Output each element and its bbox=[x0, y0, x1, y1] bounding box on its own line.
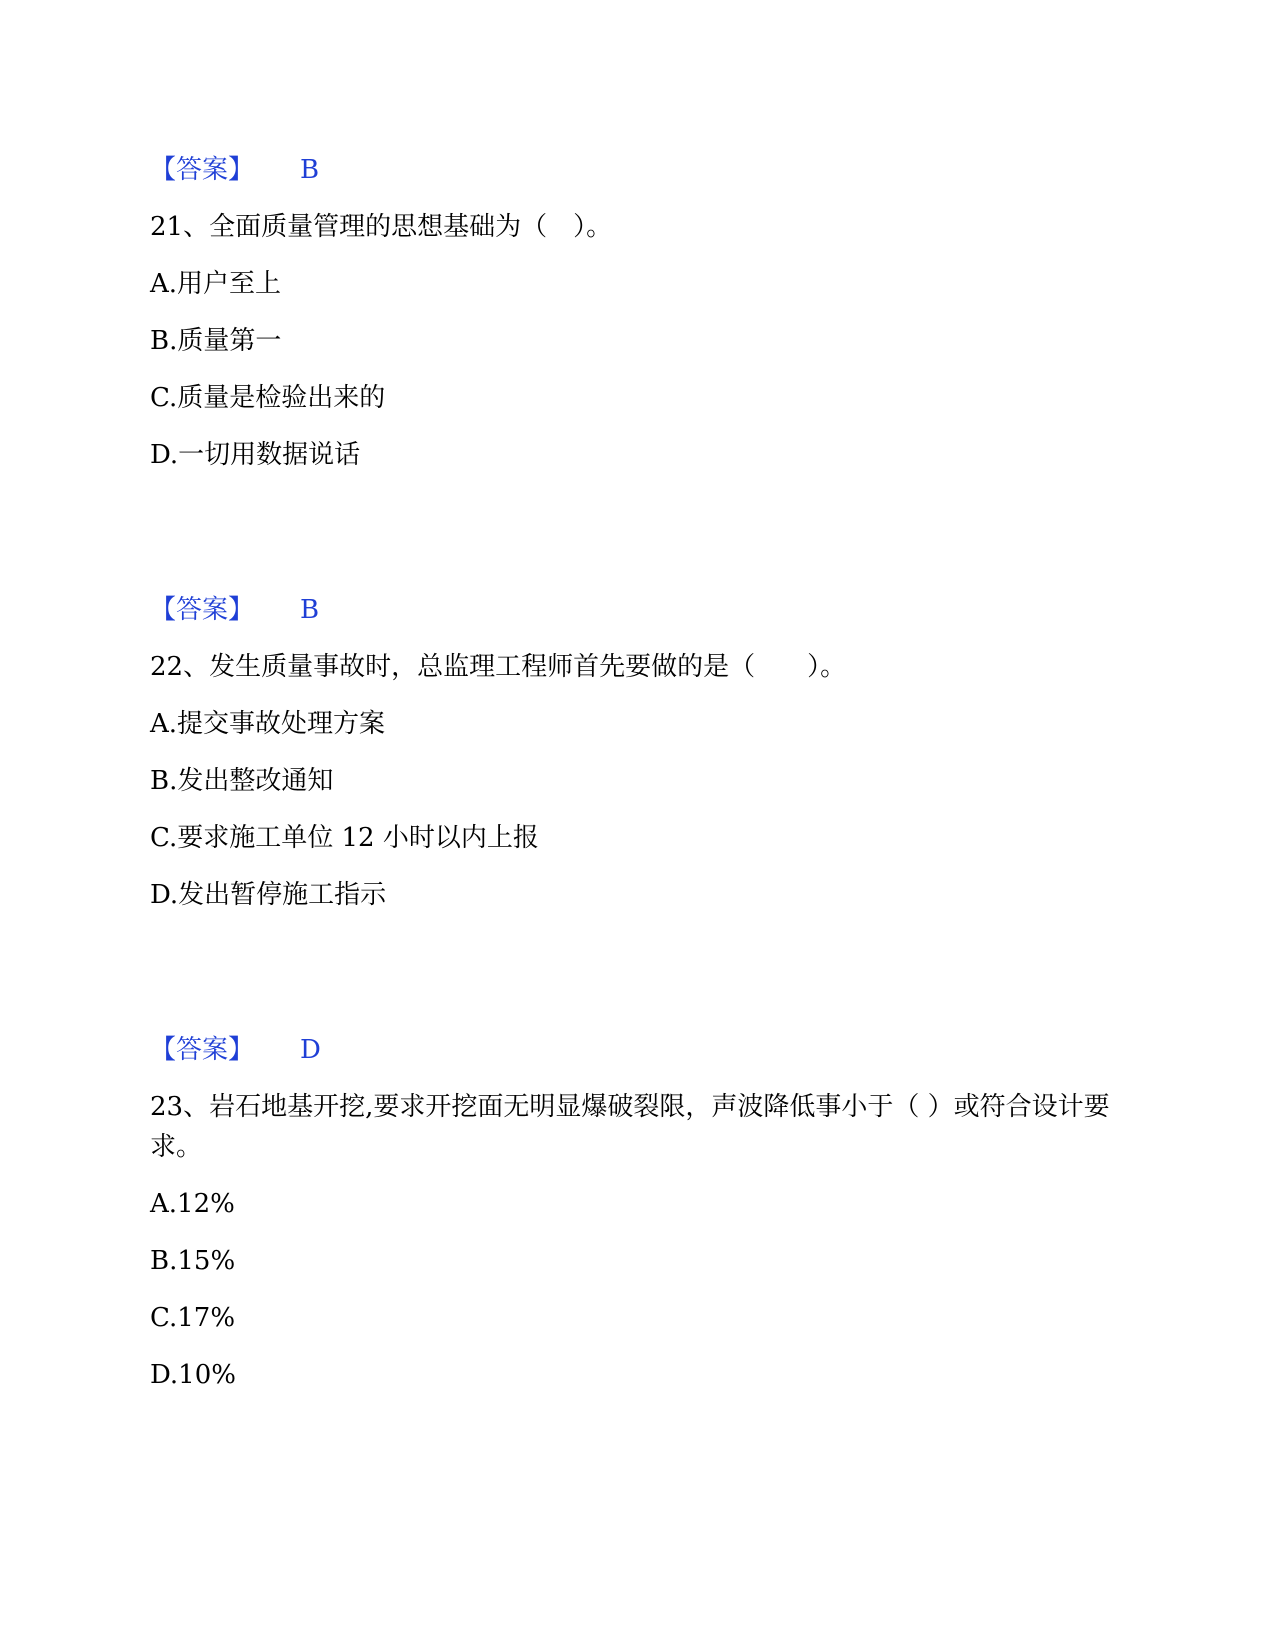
option-a: A.12% bbox=[150, 1189, 235, 1219]
option-a: A.用户至上 bbox=[150, 269, 282, 299]
question-text: 23、岩石地基开挖,要求开挖面无明显爆破裂限，声波降低事小于（ ）或符合设计要求。 bbox=[150, 1092, 1110, 1162]
option-d: D.一切用数据说话 bbox=[150, 440, 361, 470]
option-b: B.发出整改通知 bbox=[150, 766, 334, 796]
option-b: B.15% bbox=[150, 1246, 236, 1276]
option-d: D.10% bbox=[150, 1360, 236, 1390]
answer-value: D bbox=[300, 1035, 321, 1065]
option-d: D.发出暂停施工指示 bbox=[150, 880, 387, 910]
question-block-22 bbox=[150, 590, 1130, 915]
question-block-23 bbox=[150, 1030, 1130, 1395]
previous-answer bbox=[150, 150, 1130, 190]
answer-label: 【答案】 bbox=[150, 1035, 255, 1065]
previous-answer bbox=[150, 590, 1130, 630]
option-c: C.质量是检验出来的 bbox=[150, 383, 386, 413]
option-c: C.要求施工单位 12 小时以内上报 bbox=[150, 823, 539, 853]
previous-answer bbox=[150, 1030, 1130, 1070]
answer-value: B bbox=[300, 595, 320, 625]
question-block-21 bbox=[150, 150, 1130, 475]
option-b: B.质量第一 bbox=[150, 326, 282, 356]
option-a: A.提交事故处理方案 bbox=[150, 709, 386, 739]
option-c: C.17% bbox=[150, 1303, 236, 1333]
answer-label: 【答案】 bbox=[150, 595, 255, 625]
answer-label: 【答案】 bbox=[150, 155, 255, 185]
answer-value: B bbox=[300, 155, 320, 185]
question-text: 21、全面质量管理的思想基础为（ ）。 bbox=[150, 212, 613, 242]
question-text: 22、发生质量事故时，总监理工程师首先要做的是（ ）。 bbox=[150, 652, 847, 682]
